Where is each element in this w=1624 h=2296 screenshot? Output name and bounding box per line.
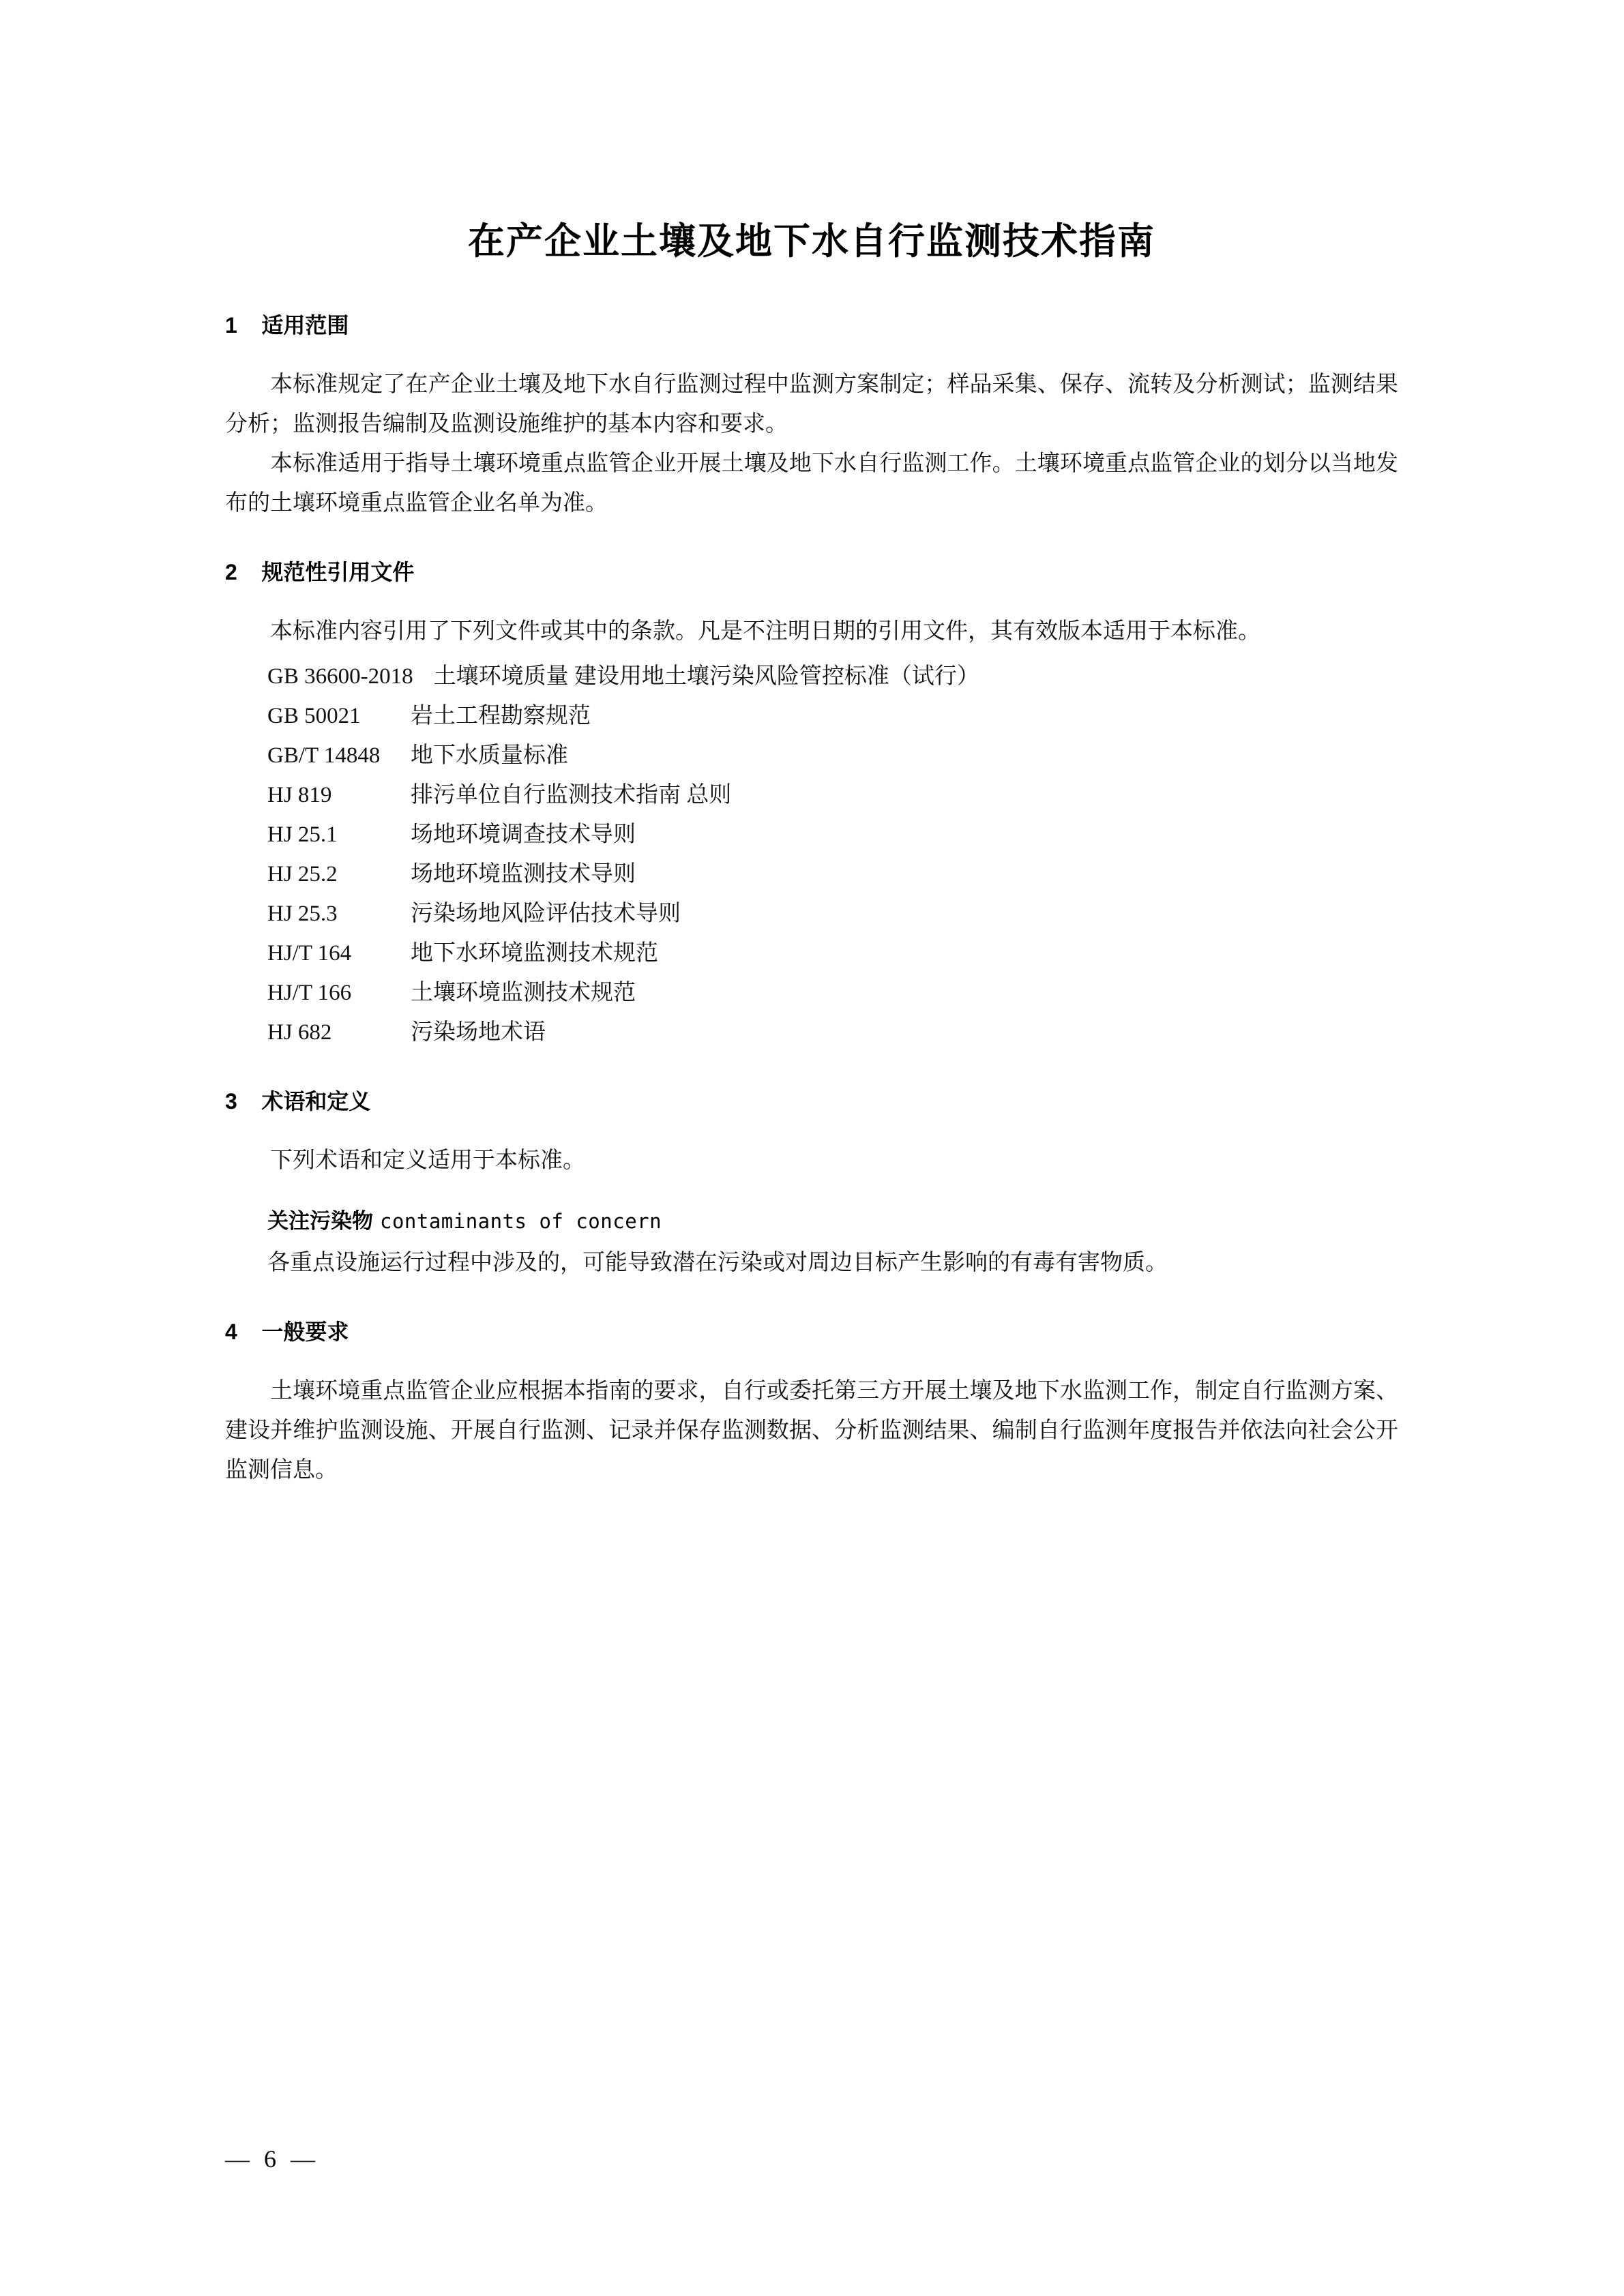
reference-code: GB 50021	[267, 703, 361, 728]
reference-name: 排污单位自行监测技术指南 总则	[411, 782, 732, 807]
paragraph: 本标准适用于指导土壤环境重点监管企业开展土壤及地下水自行监测工作。土壤环境重点监管企业的划分以当地发布的土壤环境重点监管企业名单为准。	[225, 451, 1398, 516]
section-heading-1	[225, 309, 1398, 342]
section-number-2: 2	[225, 559, 237, 584]
spacer	[225, 1283, 1398, 1315]
term-entry	[225, 1204, 1398, 1243]
reference-code: HJ/T 164	[267, 940, 352, 966]
reference-name: 污染场地风险评估技术导则	[411, 901, 681, 926]
term-definition: 各重点设施运行过程中涉及的，可能导致潜在污染或对周边目标产生影响的有毒有害物质。	[267, 1250, 1168, 1275]
spacer	[225, 651, 1398, 657]
section-number-4: 4	[225, 1319, 237, 1344]
reference-list	[225, 657, 1398, 1052]
reference-code: GB/T 14848	[267, 743, 381, 768]
list-item	[225, 696, 1398, 736]
list-item	[225, 1013, 1398, 1052]
list-item	[225, 973, 1398, 1013]
spacer	[225, 342, 1398, 365]
list-item	[225, 815, 1398, 854]
reference-code: GB 36600-2018	[267, 664, 413, 689]
spacer	[225, 1052, 1398, 1085]
reference-code: HJ 682	[267, 1019, 332, 1045]
reference-name: 场地环境调查技术导则	[411, 822, 636, 847]
term-english: contaminants of concern	[380, 1209, 662, 1233]
spacer	[225, 588, 1398, 612]
spacer	[225, 1348, 1398, 1371]
reference-name: 地下水质量标准	[411, 743, 568, 768]
list-item	[225, 657, 1398, 696]
paragraph: 本标准内容引用了下列文件或其中的条款。凡是不注明日期的引用文件，其有效版本适用于本标准。	[270, 618, 1260, 644]
section-number-3: 3	[225, 1088, 237, 1114]
paragraph: 土壤环境重点监管企业应根据本指南的要求，自行或委托第三方开展土壤及地下水监测工作，制定自行监测方案、建设并维护监测设施、开展自行监测、记录并保存监测数据、分析监测结果、编制自行监测年度报告并依法向社会公开监测信息。	[225, 1378, 1398, 1482]
page-title: 在产企业土壤及地下水自行监测技术指南	[468, 221, 1155, 262]
section-heading-3	[225, 1085, 1398, 1118]
page-footer: — 6 —	[225, 2145, 319, 2173]
page-content	[225, 0, 1398, 1490]
reference-code: HJ 25.3	[267, 901, 338, 926]
reference-code: HJ 25.1	[267, 822, 338, 847]
section-heading-4	[225, 1315, 1398, 1348]
reference-name: 污染场地术语	[411, 1019, 546, 1045]
section-label-2: 规范性引用文件	[261, 559, 415, 584]
spacer	[225, 1180, 1398, 1204]
paragraph: 下列术语和定义适用于本标准。	[270, 1148, 585, 1173]
spacer	[225, 523, 1398, 556]
reference-code: HJ/T 166	[267, 980, 352, 1005]
term-chinese: 关注污染物	[267, 1208, 373, 1233]
reference-name: 岩土工程勘察规范	[411, 703, 591, 728]
list-item	[225, 934, 1398, 973]
section-heading-2	[225, 556, 1398, 588]
spacer	[225, 1118, 1398, 1141]
section-label-4: 一般要求	[261, 1319, 349, 1344]
reference-name: 地下水环境监测技术规范	[411, 940, 658, 966]
list-item	[225, 854, 1398, 894]
list-item	[225, 736, 1398, 775]
section-label-3: 术语和定义	[261, 1088, 371, 1114]
reference-name: 土壤环境监测技术规范	[411, 980, 636, 1005]
paragraph: 本标准规定了在产企业土壤及地下水自行监测过程中监测方案制定；样品采集、保存、流转及分析测试；监测结果分析；监测报告编制及监测设施维护的基本内容和要求。	[225, 372, 1398, 436]
list-item	[225, 894, 1398, 934]
reference-name: 场地环境监测技术导则	[411, 861, 636, 886]
spacer	[225, 267, 1398, 309]
section-number-1: 1	[225, 312, 237, 338]
reference-code: HJ 819	[267, 782, 332, 807]
reference-code: HJ 25.2	[267, 861, 338, 886]
list-item	[225, 775, 1398, 815]
reference-name: 土壤环境质量 建设用地土壤污染风险管控标准（试行）	[433, 664, 979, 689]
section-label-1: 适用范围	[261, 312, 349, 338]
